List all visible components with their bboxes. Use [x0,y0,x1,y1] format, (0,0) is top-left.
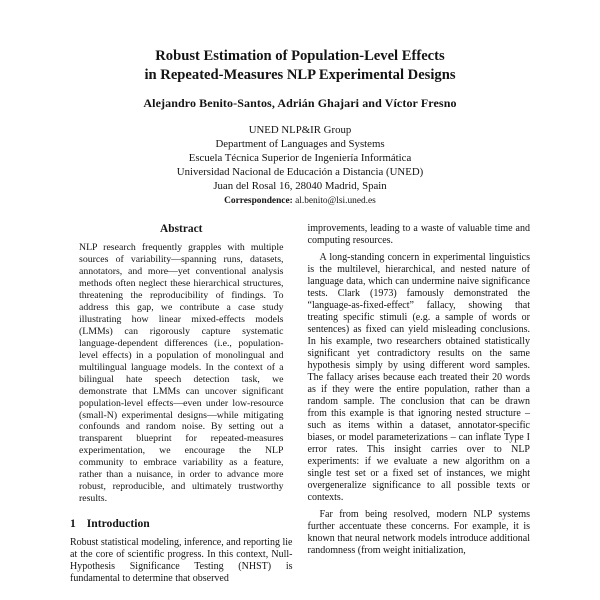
correspondence-line [0,196,600,206]
right-column-paragraph-1: improvements, leading to a waste of valuable time and computing resources. [307,223,530,247]
correspondence-label: Correspondence: [224,196,293,207]
paper-title-line2: in Repeated-Measures NLP Experimental Designs [144,66,456,83]
right-column-paragraph-3: Far from being resolved, modern NLP systems further accentuate these concerns. For example, it is known that neural network models introduce additional randomness (from weight initialization, [307,509,530,557]
paper-title-line1: Robust Estimation of Population-Level Effects [155,48,445,64]
two-column-body [70,223,530,585]
authors-line: Alejandro Benito-Santos, Adrián Ghajari and Víctor Fresno [143,96,457,111]
affiliation-university: Universidad Nacional de Educación a Distancia (UNED) [176,165,424,178]
section-1-title: Introduction [86,517,150,531]
correspondence-email-link[interactable]: al.benito@lsi.uned.es [295,196,376,207]
affiliation-group: UNED NLP&IR Group [248,124,352,137]
affiliation-address: Juan del Rosal 16, 28040 Madrid, Spain [213,179,387,192]
abstract-text: NLP research frequently grapples with multiple sources of variability—spanning runs, datasets, annotators, and more—yet conventional analysis methods often neglect these hierarchical structures, threatening the reproducibility of findings. To address this gap, we contribute a case study illustrating how linear mixed-effects models (LMMs) can rigorously capture systematic language-dependent differences (i.e., population-level effects) in a population of monolingual and multilingual language models. In the context of a bilingual hate speech detection task, we demonstrate that LMMs can uncover significant population-level effects—even under low-resource (small-N) experimental designs—while mitigating confounds and random noise. By setting out a transparent blueprint for repeated-measures experimentation, we encourage the NLP community to embrace variability as a feature, rather than a nuisance, in order to advance more robust, reproducible, and ultimately trustworthy results. [79,242,284,505]
affiliation-department: Department of Languages and Systems [215,138,385,151]
introduction-paragraph-1: Robust statistical modeling, inference, and reporting lie at the core of scientific progress. In this context, Null-Hypothesis Significance Testing (NHST) is fundamental to determine that observed [70,537,293,585]
abstract-heading: Abstract [160,223,203,236]
left-column [70,223,293,585]
section-1-heading [70,517,293,530]
right-column-paragraph-2: A long-standing concern in experimental linguistics is the multilevel, hierarchical, and nested nature of language data, which can undermine naive significance tests. Clark (1973) famously demonstrated the “language-as-fixed-effect” fallacy, showing that treating specific stimuli (e.g. a sample of words or sentences) as fixed can yield misleading conclusions. In his example, two researchers obtained statistically significant yet contradictory results on the same hypothesis simply by using different word samples. The fallacy arises because each treated their 20 words as if they were the entire population, rather than a random sample. The conclusion that can be drawn from this example is that ignoring nested structure – such as items within a dataset, annotator-specific biases, or model parameterizations – can inflate Type I error rates. This insight carries over to NLP experiments: if we evaluate a new algorithm on a single test set or a fixed set of instances, we might overgeneralize significance to all possible texts or contexts. [307,252,530,504]
affiliation-school: Escuela Técnica Superior de Ingeniería Informática [188,151,412,164]
affiliation-block [0,124,600,193]
right-column [308,223,531,557]
section-1-number: 1 [70,517,76,531]
paper-header [0,0,600,206]
